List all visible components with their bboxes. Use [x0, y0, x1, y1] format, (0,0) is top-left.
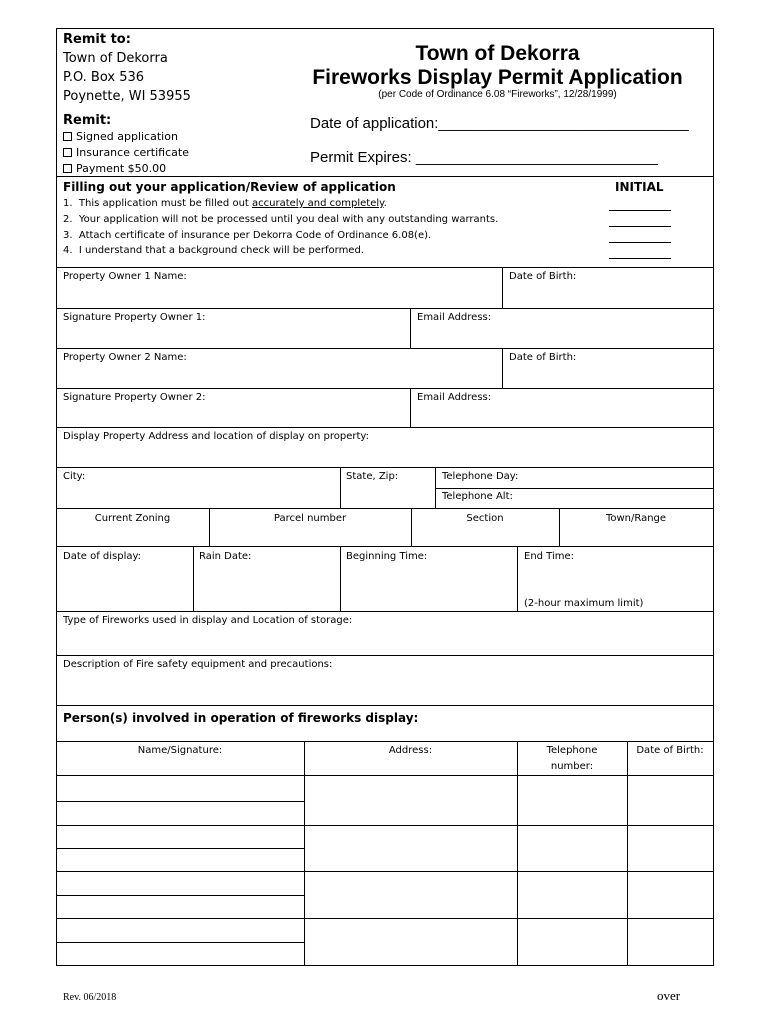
checklist-insurance[interactable]	[63, 146, 189, 159]
instruction-1-underlined: accurately and completely	[252, 198, 384, 209]
address-line-1: Town of Dekorra	[63, 51, 168, 66]
instruction-1-suffix: .	[383, 198, 387, 209]
instruction-item-1	[63, 198, 387, 209]
city-field[interactable]: City:	[63, 471, 86, 482]
end-time-field[interactable]: End Time:	[524, 551, 575, 562]
owner1-signature-field[interactable]: Signature Property Owner 1:	[63, 312, 206, 323]
instruction-item-2: 2. Your application will not be processed until you deal with any outstanding warrants.	[63, 214, 499, 225]
fireworks-type-field[interactable]: Type of Fireworks used in display and Location of storage:	[63, 615, 353, 626]
rain-date-field[interactable]: Rain Date:	[199, 551, 252, 562]
date-of-application-field[interactable]: Date of application:______________________________	[310, 115, 689, 132]
instructions-heading: Filling out your application/Review of application	[63, 180, 396, 194]
remit-label: Remit:	[63, 113, 112, 128]
persons-col-phone-line2: number:	[550, 761, 594, 772]
beginning-time-field[interactable]: Beginning Time:	[346, 551, 428, 562]
form-subtitle: (per Code of Ordinance 6.08 “Fireworks”, 12/28/1999)	[378, 89, 617, 100]
initial-label: INITIAL	[615, 180, 664, 194]
initial-line-3[interactable]	[609, 232, 671, 243]
persons-row-3[interactable]	[57, 872, 713, 918]
persons-col-phone-line1: Telephone	[546, 745, 598, 756]
instruction-1-prefix: 1. This application must be filled out	[63, 198, 253, 209]
owner1-dob-field[interactable]: Date of Birth:	[509, 271, 577, 282]
owner2-signature-field[interactable]: Signature Property Owner 2:	[63, 392, 206, 403]
persons-col-name: Name/Signature:	[137, 745, 223, 756]
remit-to-label: Remit to:	[63, 32, 131, 47]
section-field[interactable]: Section	[466, 513, 504, 524]
persons-col-address: Address:	[388, 745, 433, 756]
over-label: over	[657, 988, 681, 1003]
owner2-email-field[interactable]: Email Address:	[417, 392, 492, 403]
persons-col-dob: Date of Birth:	[636, 745, 704, 756]
fire-safety-field[interactable]: Description of Fire safety equipment and precautions:	[63, 659, 333, 670]
checklist-payment[interactable]	[63, 162, 166, 175]
checklist-payment-label: Payment $50.00	[76, 162, 167, 175]
persons-heading: Person(s) involved in operation of fireworks display:	[63, 711, 419, 725]
address-line-2: P.O. Box 536	[63, 70, 145, 85]
persons-row-4[interactable]	[57, 919, 713, 965]
checkbox-icon[interactable]	[63, 132, 72, 141]
state-zip-field[interactable]: State, Zip:	[346, 471, 399, 482]
owner2-name-field[interactable]: Property Owner 2 Name:	[63, 352, 187, 363]
town-range-field[interactable]: Town/Range	[605, 513, 667, 524]
persons-row-1[interactable]	[57, 776, 713, 825]
form-title-line2: Fireworks Display Permit Application	[312, 66, 683, 89]
max-limit-note: (2-hour maximum limit)	[524, 598, 644, 609]
permit-expires-field[interactable]: Permit Expires: _____________________________	[310, 149, 658, 166]
owner2-dob-field[interactable]: Date of Birth:	[509, 352, 577, 363]
checklist-signed-label: Signed application	[76, 130, 178, 143]
instruction-item-3: 3. Attach certificate of insurance per Dekorra Code of Ordinance 6.08(e).	[63, 230, 432, 241]
initial-line-2[interactable]	[609, 216, 671, 227]
revision-label: Rev. 06/2018	[63, 992, 117, 1003]
parcel-field[interactable]: Parcel number	[273, 513, 347, 524]
checklist-signed[interactable]	[63, 130, 178, 143]
owner1-name-field[interactable]: Property Owner 1 Name:	[63, 271, 187, 282]
instruction-item-4: 4. I understand that a background check will be performed.	[63, 245, 364, 256]
checkbox-icon[interactable]	[63, 164, 72, 173]
initial-line-1[interactable]	[609, 200, 671, 211]
form-title-line1: Town of Dekorra	[415, 42, 580, 65]
telephone-day-field[interactable]: Telephone Day:	[442, 471, 519, 482]
zoning-field[interactable]: Current Zoning	[94, 513, 171, 524]
owner1-email-field[interactable]: Email Address:	[417, 312, 492, 323]
date-of-display-field[interactable]: Date of display:	[63, 551, 142, 562]
checkbox-icon[interactable]	[63, 148, 72, 157]
display-address-field[interactable]: Display Property Address and location of display on property:	[63, 431, 369, 442]
initial-line-4[interactable]	[609, 248, 671, 259]
checklist-insurance-label: Insurance certificate	[76, 146, 189, 159]
persons-row-2[interactable]	[57, 826, 713, 871]
address-line-3: Poynette, WI 53955	[63, 89, 191, 104]
telephone-alt-field[interactable]: Telephone Alt:	[442, 491, 513, 502]
